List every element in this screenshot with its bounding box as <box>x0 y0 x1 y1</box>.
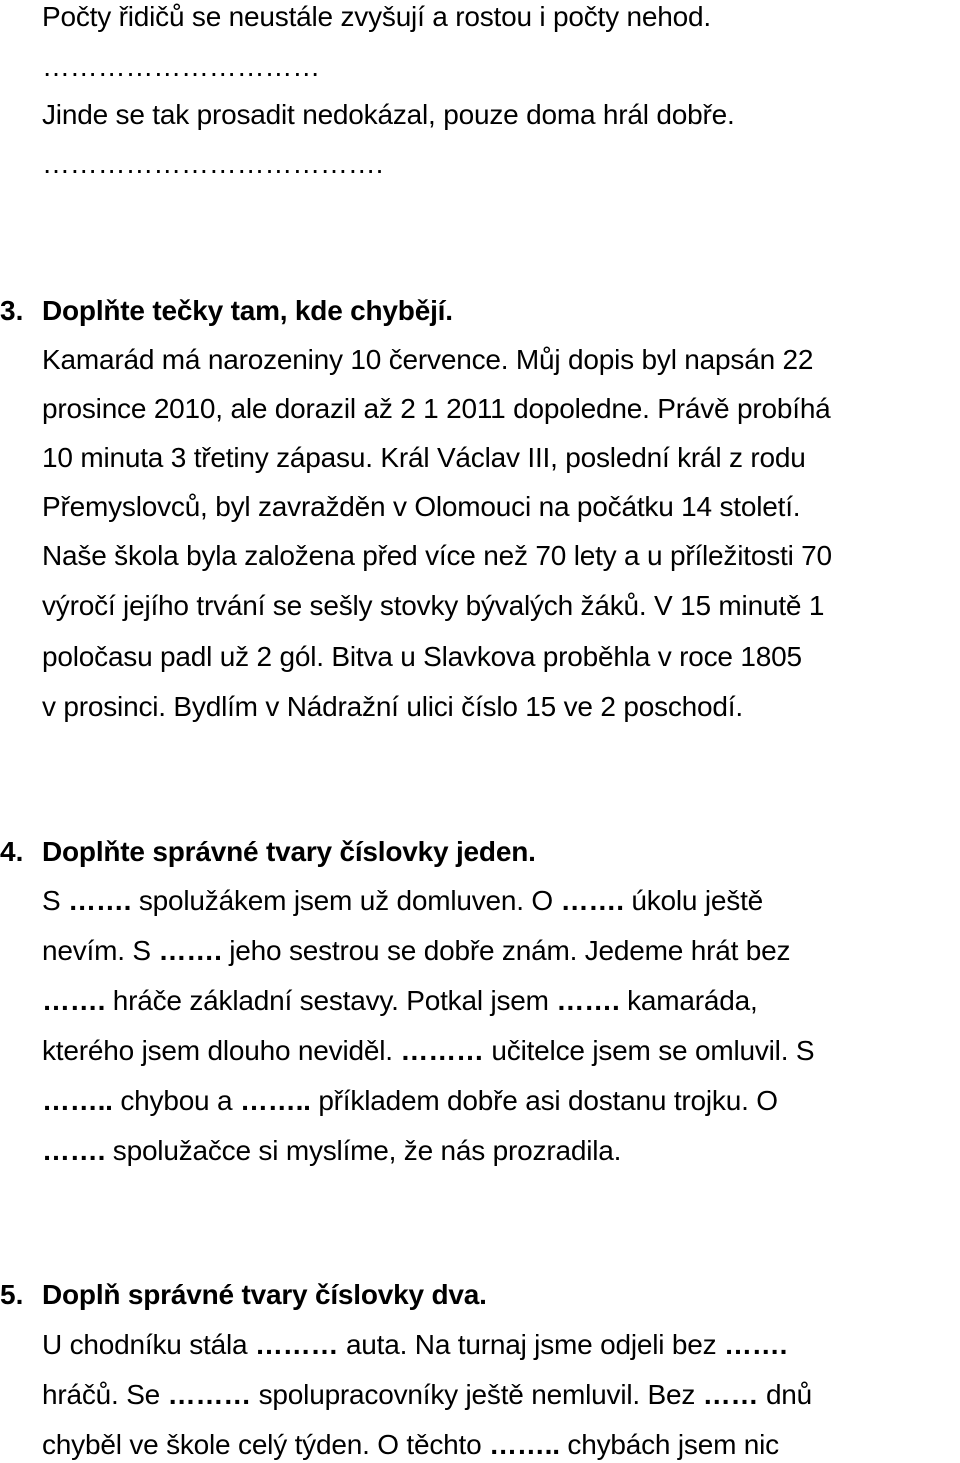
text-line: 10 minuta 3 třetiny zápasu. Král Václav III, poslední král z rodu <box>42 442 806 473</box>
text-line: Jinde se tak prosadit nedokázal, pouze doma hrál dobře. <box>42 99 735 130</box>
blank-gap: ……. <box>42 1135 106 1166</box>
exercise-number: 3. <box>0 295 24 326</box>
blank-gap: …….. <box>42 1085 113 1116</box>
text-line <box>42 1378 812 1412</box>
blank-line: ………………………… <box>42 51 321 82</box>
text-line: v prosinci. Bydlím v Nádražní ulici číslo 15 ve 2 poschodí. <box>42 691 743 722</box>
text-segment: kamaráda, <box>619 985 758 1016</box>
blank-line: ………………………………. <box>42 148 384 179</box>
text-segment: spolužákem jsem už domluven. O <box>131 885 561 916</box>
text-line <box>42 884 763 918</box>
text-segment: hráčů. Se <box>42 1379 168 1410</box>
text-line: Přemyslovců, byl zavražděn v Olomouci na počátku 14 století. <box>42 491 801 522</box>
text-segment: nevím. S <box>42 935 159 966</box>
text-line <box>42 1134 621 1168</box>
text-segment: spolužačce si myslíme, že nás prozradila. <box>105 1135 622 1166</box>
text-line: prosince 2010, ale dorazil až 2 1 2011 dopoledne. Právě probíhá <box>42 393 831 424</box>
blank-gap: ……. <box>556 985 620 1016</box>
text-line <box>42 1428 779 1462</box>
blank-gap: …….. <box>239 1085 311 1116</box>
text-line <box>42 934 790 968</box>
exercise-number: 5. <box>0 1279 24 1310</box>
blank-gap: …… <box>702 1379 759 1410</box>
text-segment: chyběl ve škole celý týden. O těchto <box>42 1429 490 1460</box>
text-segment: S <box>42 885 69 916</box>
blank-gap: ……. <box>560 885 624 916</box>
blank-gap: ……. <box>42 985 106 1016</box>
blank-gap: ……. <box>68 885 132 916</box>
text-line <box>42 1034 814 1068</box>
text-line <box>42 984 758 1018</box>
blank-gap: ……… <box>254 1329 339 1360</box>
text-segment: chybách jsem nic <box>559 1429 779 1460</box>
blank-gap: ……. <box>723 1329 788 1360</box>
text-line: výročí jejího trvání se sešly stovky bývalých žáků. V 15 minutě 1 <box>42 590 825 621</box>
text-segment: příkladem dobře asi dostanu trojku. O <box>310 1085 778 1116</box>
text-segment: hráče základní sestavy. Potkal jsem <box>105 985 557 1016</box>
text-segment: úkolu ještě <box>623 885 764 916</box>
exercise-heading: Doplňte tečky tam, kde chybějí. <box>42 295 453 326</box>
exercise-number: 4. <box>0 836 24 867</box>
text-segment: spolupracovníky ještě nemluvil. Bez <box>251 1379 703 1410</box>
text-segment: chybou a <box>112 1085 240 1116</box>
text-line: Kamarád má narozeniny 10 července. Můj dopis byl napsán 22 <box>42 344 814 375</box>
text-segment: kterého jsem dlouho neviděl. <box>42 1035 401 1066</box>
text-line: Naše škola byla založena před více než 70 lety a u příležitosti 70 <box>42 540 832 571</box>
exercise-heading: Doplň správné tvary číslovky dva. <box>42 1279 487 1310</box>
exercise-heading: Doplňte správné tvary číslovky jeden. <box>42 836 536 867</box>
text-line: Počty řidičů se neustále zvyšují a rostou i počty nehod. <box>42 1 711 32</box>
blank-gap: ……. <box>158 935 222 966</box>
text-segment: U chodníku stála <box>42 1329 255 1360</box>
text-line: poločasu padl už 2 gól. Bitva u Slavkova proběhla v roce 1805 <box>42 641 802 672</box>
text-segment: dnů <box>758 1379 813 1410</box>
blank-gap: ……… <box>400 1035 484 1066</box>
text-segment: auta. Na turnaj jsme odjeli bez <box>338 1329 724 1360</box>
text-segment: jeho sestrou se dobře znám. Jedeme hrát bez <box>221 935 791 966</box>
blank-gap: ……… <box>167 1379 252 1410</box>
text-segment: učitelce jsem se omluvil. S <box>483 1035 815 1066</box>
text-line <box>42 1084 778 1118</box>
text-line <box>42 1328 787 1362</box>
blank-gap: …….. <box>489 1429 560 1460</box>
